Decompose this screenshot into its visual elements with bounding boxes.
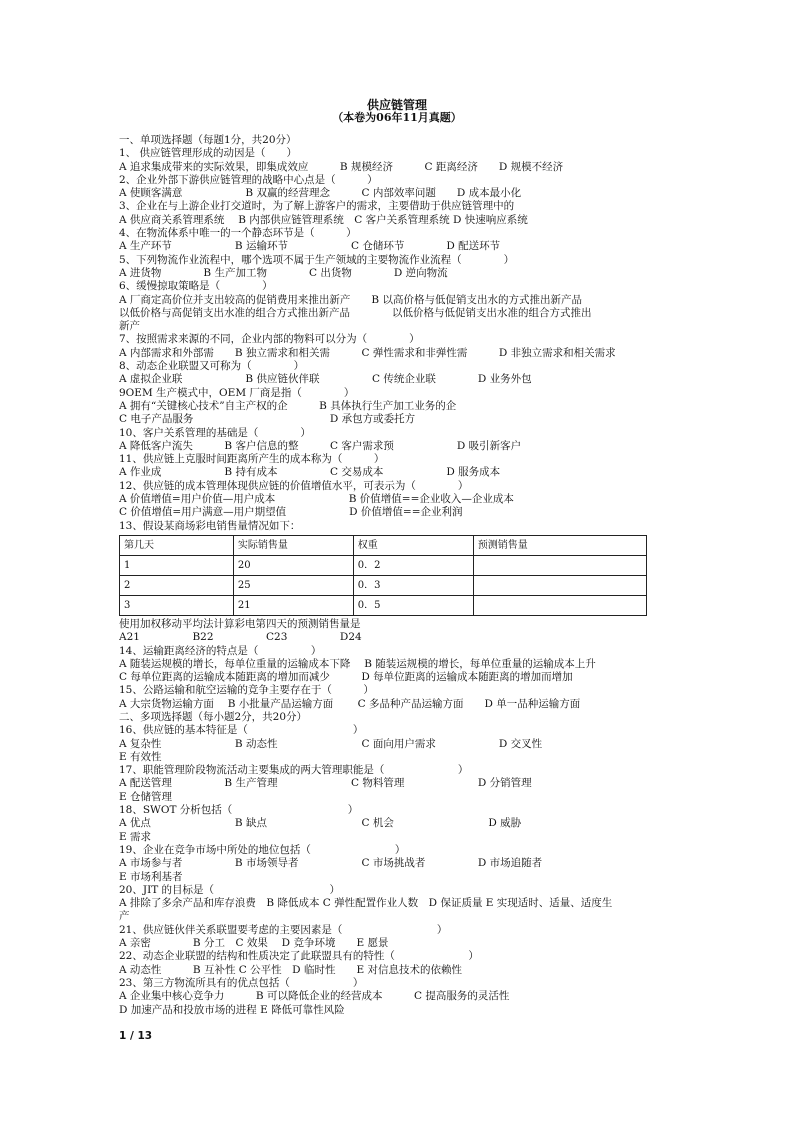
table-header-cell: 权重 xyxy=(353,535,473,555)
text-line: A21 B22 C23 D24 xyxy=(119,631,362,644)
sales-table xyxy=(119,535,647,616)
text-line: A 内部需求和外部需 B 独立需求和相关需 C 弹性需求和非弹性需 D 非独立需求和相关需求 xyxy=(119,346,616,359)
question-section-2 xyxy=(119,618,685,1017)
text-line: 12、供应链的成本管理体现供应链的价值增值水平，可表示为（ ） xyxy=(119,479,469,492)
table-row xyxy=(120,595,647,615)
table-cell: 1 xyxy=(120,555,234,575)
text-line: 20、JIT 的目标是（ ） xyxy=(119,883,341,896)
table-row xyxy=(120,575,647,595)
text-line: E 市场利基者 xyxy=(119,870,183,883)
text-line: 6、缓慢掠取策略是（ ） xyxy=(119,280,273,293)
text-line: C 电子产品服务 D 承包方或委托方 xyxy=(119,413,416,426)
table-cell: 0．5 xyxy=(353,595,473,615)
text-line: 1、 供应链管理形成的动因是（ ） xyxy=(119,147,298,160)
table-cell: 0．3 xyxy=(353,575,473,595)
text-line: E 需求 xyxy=(119,830,152,843)
table-row xyxy=(120,555,647,575)
text-line: 21、供应链伙伴关系联盟要考虑的主要因素是（ ） xyxy=(119,923,448,936)
text-line: 11、供应链上克服时间距离所产生的成本称为（ ） xyxy=(119,453,385,466)
text-line: 22、动态企业联盟的结构和性质决定了此联盟具有的特性（ ） xyxy=(119,950,479,963)
text-line: A 虚拟企业联 B 供应链伙伴联 C 传统企业联 D 业务外包 xyxy=(119,373,532,386)
text-line: 19、企业在竞争市场中所处的地位包括（ ） xyxy=(119,843,406,856)
text-line: A 降低客户流失 B 客户信息的整 C 客户需求预 D 吸引新客户 xyxy=(119,439,522,452)
text-line: A 市场参与者 B 市场领导者 C 市场挑战者 D 市场追随者 xyxy=(119,857,543,870)
text-line: A 进货物 B 生产加工物 C 出货物 D 逆向物流 xyxy=(119,266,448,279)
table-header-row xyxy=(120,535,647,555)
page-number: 1 / 13 xyxy=(119,1030,153,1042)
text-line: 10、客户关系管理的基础是（ ） xyxy=(119,426,311,439)
text-line: A 生产环节 B 运输环节 C 仓储环节 D 配送环节 xyxy=(119,240,501,253)
text-line: 15、公路运输和航空运输的竞争主要存在于（ ） xyxy=(119,684,374,697)
text-line: 23、第三方物流所具有的优点包括（ ） xyxy=(119,976,364,989)
text-line: 13、假设某商场彩电销售量情况如下： xyxy=(119,519,301,532)
text-line: A 追求集成带来的实际效果，即集成效应 B 规模经济 C 距离经济 D 规模不经济 xyxy=(119,160,564,173)
text-line: A 企业集中核心竞争力 B 可以降低企业的经营成本 C 提高服务的灵活性 xyxy=(119,990,510,1003)
text-line: A 复杂性 B 动态性 C 面向用户需求 D 交叉性 xyxy=(119,737,543,750)
text-line: 18、SWOT 分析包括（ ） xyxy=(119,804,359,817)
text-line: A 使顾客满意 B 双赢的经营理念 C 内部效率问题 D 成本最小化 xyxy=(119,187,522,200)
text-line: A 排除了多余产品和库存浪费 B 降低成本 C 弹性配置作业人数 D 保证质量 E 实现适时、适量、适度生 xyxy=(119,897,613,910)
text-line: 新产 xyxy=(119,320,140,333)
text-line: A 价值增值=用户价值—用户成本 B 价值增值==企业收入—企业成本 xyxy=(119,493,514,506)
text-line: A 大宗货物运输方面 B 小批量产品运输方面 C 多品种产品运输方面 D 单一品种运输方面 xyxy=(119,697,581,710)
table-cell xyxy=(473,575,646,595)
table-cell xyxy=(473,555,646,575)
text-line: 二、多项选择题（每小题2分，共20分） xyxy=(119,710,308,723)
table-cell: 2 xyxy=(120,575,234,595)
text-line: C 每单位距离的运输成本随距离的增加而减少 D 每单位距离的运输成本随距离的增加而增加 xyxy=(119,671,573,684)
table-cell: 25 xyxy=(233,575,353,595)
text-line: A 拥有“关键核心技术”自主产权的企 B 具体执行生产加工业务的企 xyxy=(119,399,457,412)
question-section-1 xyxy=(119,134,685,533)
table-header-cell: 第几天 xyxy=(120,535,234,555)
text-line: 8、动态企业联盟又可称为（ ） xyxy=(119,360,305,373)
text-line: 3、企业在与上游企业打交道时，为了解上游客户的需求，主要借助于供应链管理中的 xyxy=(119,200,515,213)
document-title: 供应链管理 xyxy=(366,98,427,112)
table-cell: 21 xyxy=(233,595,353,615)
text-line: 使用加权移动平均法计算彩电第四天的预测销售量是 xyxy=(119,617,361,630)
table-header-cell: 预测销售量 xyxy=(473,535,646,555)
text-line: 16、供应链的基本特征是（ ） xyxy=(119,724,364,737)
text-line: C 价值增值=用户满意—用户期望值 D 价值增值==企业利润 xyxy=(119,506,463,519)
text-line: 一、单项选择题（每题1分，共20分） xyxy=(119,134,297,146)
text-line: A 配送管理 B 生产管理 C 物料管理 D 分销管理 xyxy=(119,777,532,790)
table-cell: 20 xyxy=(233,555,353,575)
text-line: A 厂商定高价位并支出较高的促销费用来推出新产 B 以高价格与低促销支出水的方式推出新产品 xyxy=(119,293,582,306)
table-cell: 0．2 xyxy=(353,555,473,575)
table-header-cell: 实际销售量 xyxy=(233,535,353,555)
text-line: 2、企业外部下游供应链管理的战略中心点是（ ） xyxy=(119,173,378,186)
text-line: A 供应商关系管理系统 B 内部供应链管理系统 C 客户关系管理系统 D 快速响应系统 xyxy=(119,213,528,226)
text-line: 9OEM 生产模式中，OEM 厂商是指（ ） xyxy=(119,386,355,399)
text-line: A 动态性 B 互补性 C 公平性 D 临时性 E 对信息技术的依赖性 xyxy=(119,963,462,976)
text-line: 14、运输距离经济的特点是（ ） xyxy=(119,644,322,657)
text-line: D 加速产品和投放市场的进程 E 降低可靠性风险 xyxy=(119,1003,345,1016)
text-line: A 优点 B 缺点 C 机会 D 威胁 xyxy=(119,817,522,830)
document-body xyxy=(119,134,685,1017)
text-line: A 亲密 B 分工 C 效果 D 竞争环境 E 愿景 xyxy=(119,937,389,950)
text-line: E 仓储管理 xyxy=(119,790,173,803)
table-cell xyxy=(473,595,646,615)
text-line: 4、在物流体系中唯一的一个静态环节是（ ） xyxy=(119,227,357,240)
text-line: 17、职能管理阶段物流活动主要集成的两大管理职能是（ ） xyxy=(119,764,469,777)
text-line: E 有效性 xyxy=(119,750,162,763)
text-line: 产 xyxy=(119,910,130,923)
text-line: A 随装运规模的增长，每单位重量的运输成本下降 B 随装运规模的增长，每单位重量的运输成本上升 xyxy=(119,657,596,670)
text-line: 以低价格与高促销支出水准的组合方式推出新产品 以低价格与低促销支出水准的组合方式推出 xyxy=(119,306,592,319)
text-line: A 作业成 B 持有成本 C 交易成本 D 服务成本 xyxy=(119,466,501,479)
document-subtitle: （本卷为06年11月真题） xyxy=(332,111,462,124)
text-line: 7、按照需求来源的不同，企业内部的物料可以分为（ ） xyxy=(119,333,420,346)
text-line: 5、下列物流作业流程中，哪个选项不属于生产领域的主要物流作业流程（ ） xyxy=(119,253,515,266)
table-cell: 3 xyxy=(120,595,234,615)
